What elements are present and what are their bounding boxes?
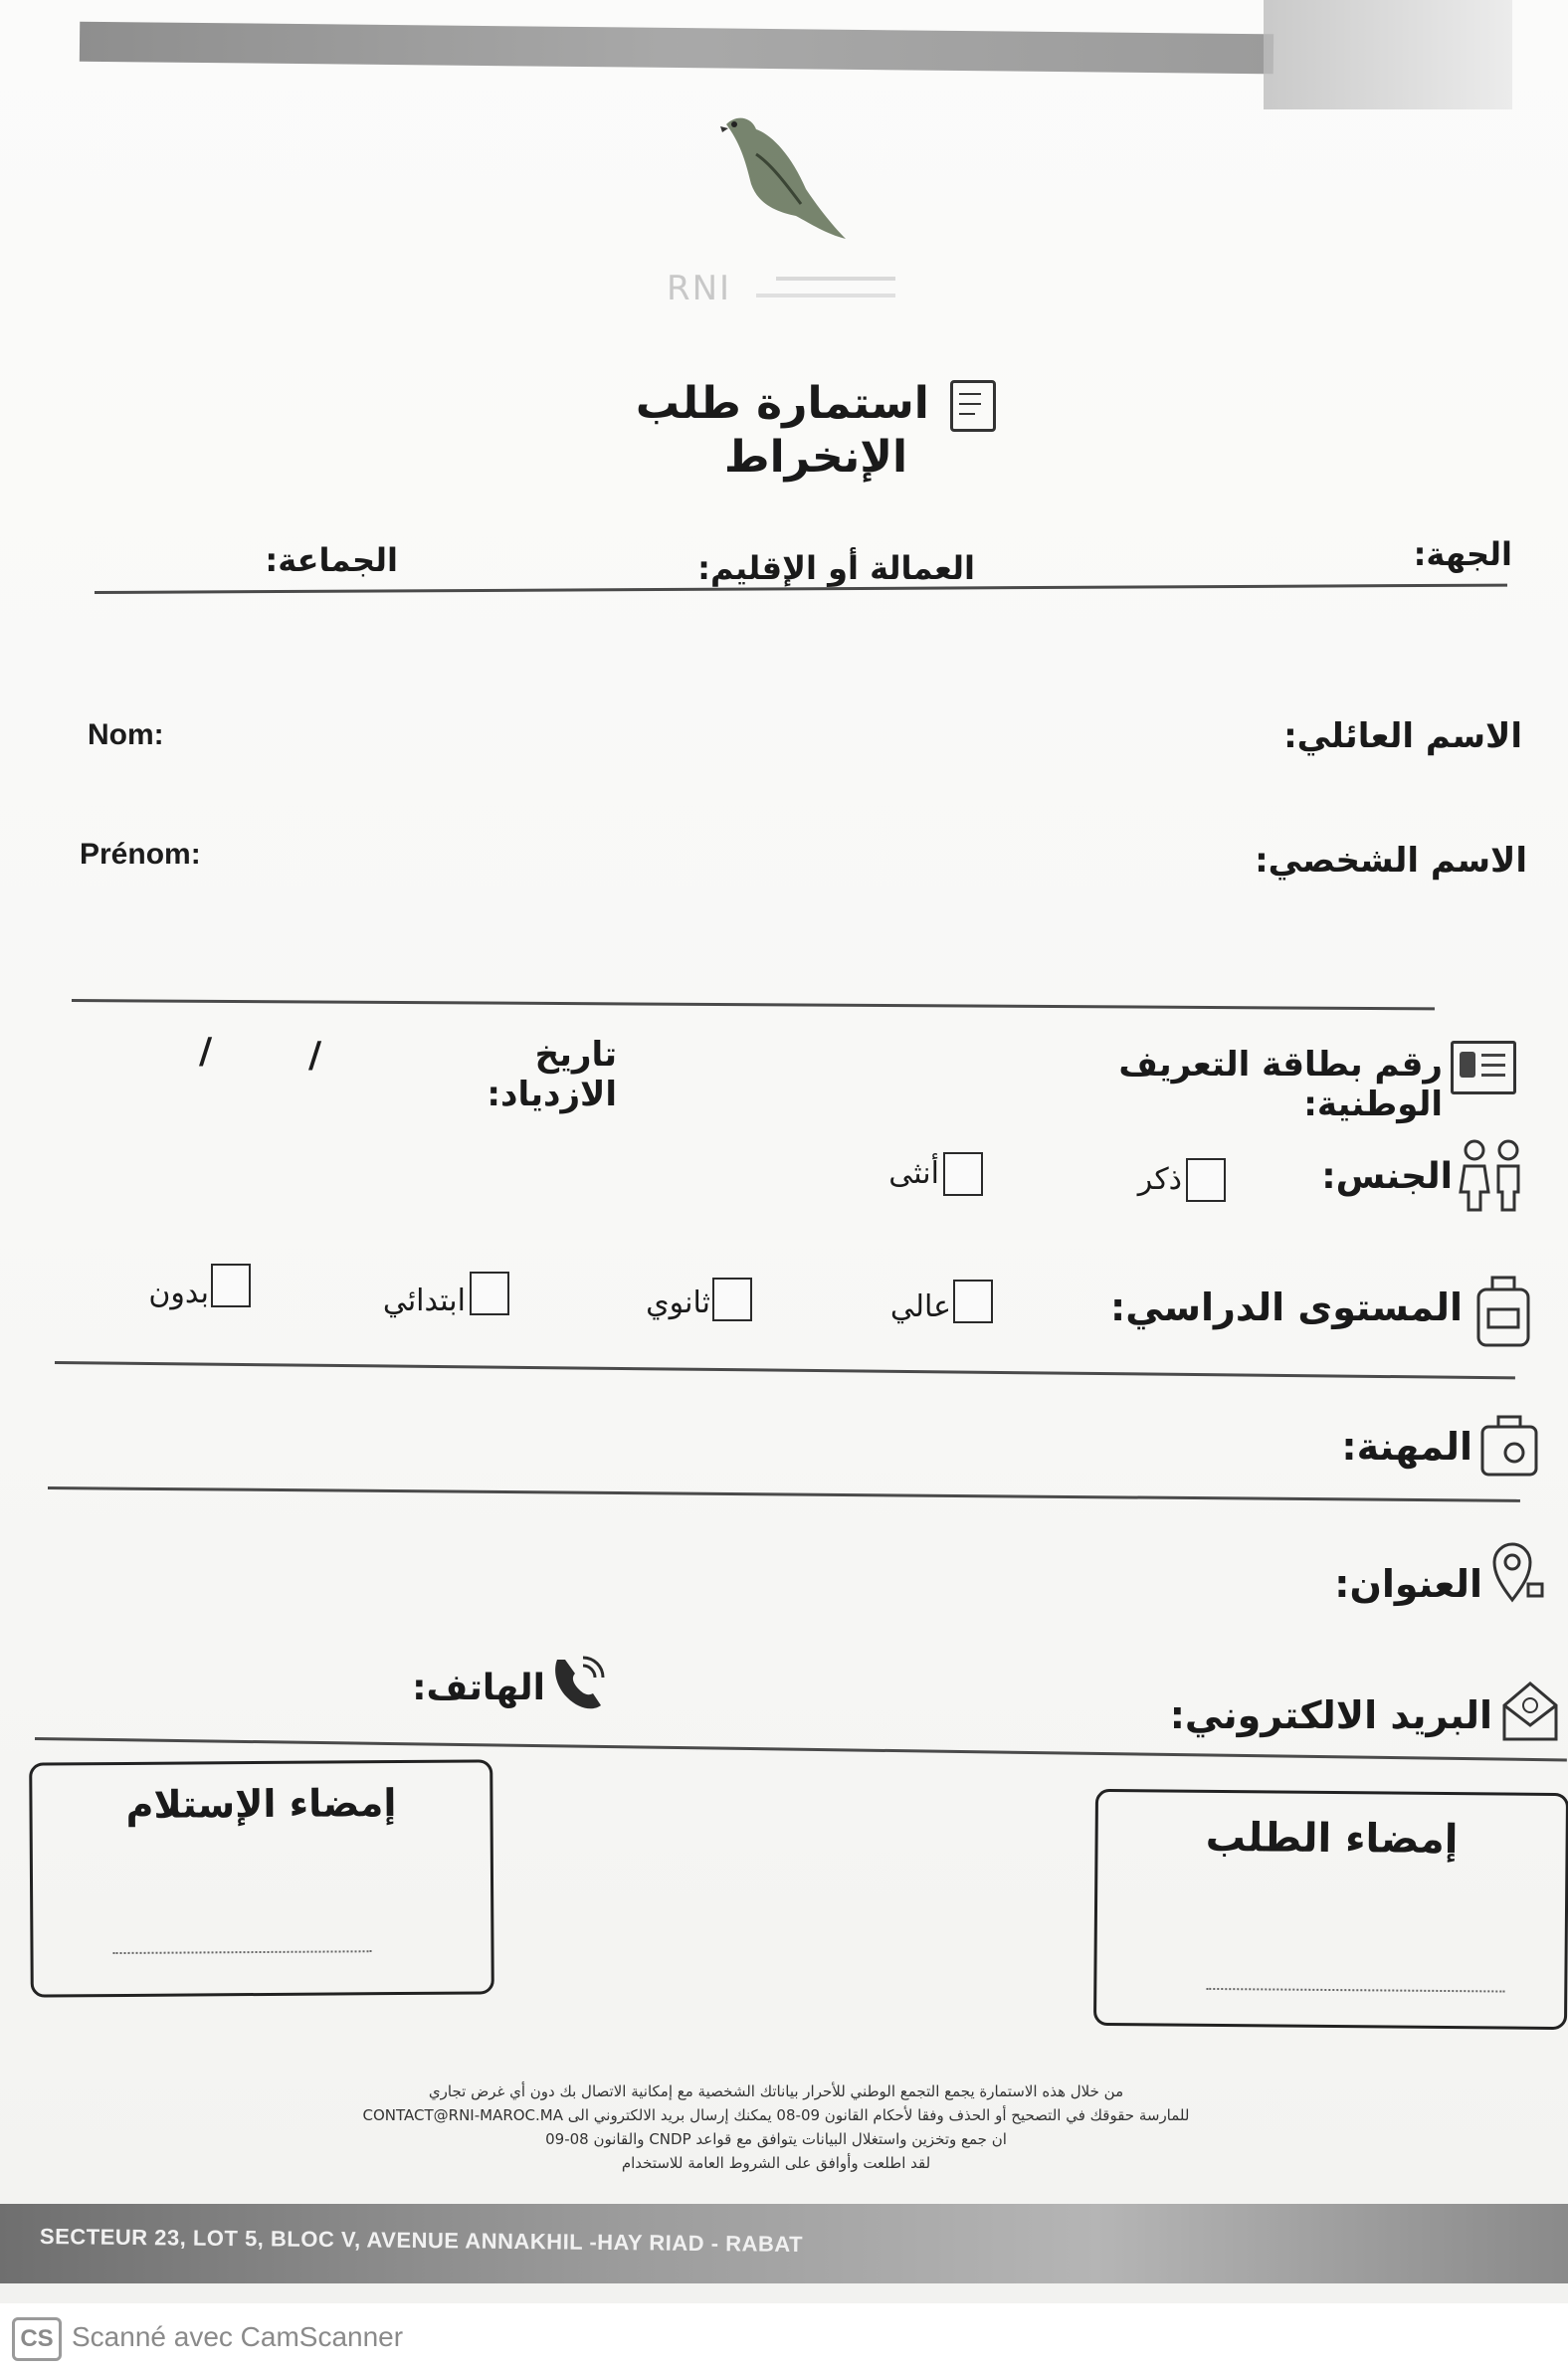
applicant-signature-line: [1206, 1988, 1504, 1993]
family-name-fr-label: Nom:: [88, 718, 164, 751]
education-option-primary: ابتدائي: [382, 1284, 466, 1318]
footer-line-1: من خلال هذه الاستمارة يجمع التجمع الوطني للأحرار بياناتك الشخصية مع إمكانية الاتصال بك دون أي غرض تجاري: [428, 2082, 1124, 2100]
gender-checkbox-male[interactable]: [1186, 1158, 1226, 1202]
logo-text: RNI: [667, 269, 732, 308]
address-band: [0, 2204, 1568, 2283]
education-option-higher: عالي: [889, 1289, 951, 1324]
birth-date-sep-2: /: [199, 1031, 213, 1072]
education-option-none: بدون: [148, 1276, 209, 1310]
map-pin-icon: [1488, 1538, 1548, 1608]
first-name-fr-label: Prénom:: [80, 838, 201, 871]
cin-label: رقم بطاقة التعريف الوطنية:: [1118, 1045, 1443, 1124]
header-band: [80, 22, 1274, 75]
briefcase-icon: [1476, 1411, 1542, 1481]
form-title-text: استمارة طلب الإنخراط: [635, 378, 929, 483]
divider-2: [72, 999, 1435, 1010]
gender-checkbox-female[interactable]: [943, 1152, 983, 1196]
logo-subtext: [776, 277, 895, 281]
camscanner-bar: [0, 2303, 1568, 2372]
divider-4: [48, 1486, 1520, 1502]
form-title: [567, 378, 1065, 483]
applicant-signature-label: إمضاء الطلب: [1205, 1814, 1459, 1864]
education-checkbox-none[interactable]: [211, 1264, 251, 1307]
receipt-signature-box[interactable]: [29, 1759, 494, 1997]
phone-label: الهاتف:: [412, 1668, 545, 1708]
family-name-ar-label: الاسم العائلي:: [1283, 716, 1522, 756]
education-checkbox-primary[interactable]: [470, 1272, 509, 1315]
applicant-signature-box[interactable]: [1093, 1789, 1568, 2030]
people-icon: [1453, 1134, 1532, 1214]
form-icon: [950, 380, 996, 432]
education-checkbox-secondary[interactable]: [712, 1278, 752, 1321]
logo-subtext-2: [756, 294, 895, 297]
commune-label: الجماعة:: [265, 541, 398, 579]
prefecture-label: العمالة أو الإقليم:: [697, 549, 975, 587]
gender-option-female: أنثى: [888, 1156, 939, 1191]
footer-address: SECTEUR 23, LOT 5, BLOC V, AVENUE ANNAKHIL -HAY RIAD - RABAT: [39, 2224, 804, 2258]
camscanner-label: Scanné avec CamScanner: [72, 2321, 404, 2352]
receipt-signature-label: إمضاء الإستلام: [125, 1781, 397, 1827]
school-bag-icon: [1470, 1270, 1536, 1349]
first-name-ar-label: الاسم الشخصي:: [1255, 841, 1527, 881]
education-checkbox-higher[interactable]: [953, 1280, 993, 1323]
birth-date-sep-1: /: [308, 1035, 322, 1076]
footer-line-4: لقد اطلعت وأوافق على الشروط العامة للاستخدام: [621, 2154, 931, 2172]
birth-date-label: تاريخ الازدياد:: [487, 1035, 617, 1114]
footer-notice: [249, 2079, 1303, 2175]
footer-line-3: ان جمع وتخزين واستغلال البيانات يتوافق مع قواعد CNDP والقانون 08-09: [545, 2130, 1007, 2148]
dove-logo: [696, 95, 856, 254]
header-band-right: [1264, 0, 1512, 109]
divider-3: [55, 1361, 1515, 1379]
address-label: العنوان:: [1334, 1562, 1482, 1606]
education-option-secondary: ثانوي: [646, 1285, 710, 1320]
phone-icon: [547, 1652, 607, 1715]
email-icon: [1500, 1678, 1560, 1743]
id-card-icon: [1451, 1041, 1516, 1094]
divider-5: [35, 1737, 1567, 1762]
footer-line-2: للمارسة حقوقك في التصحيح أو الحذف وفقا لأحكام القانون 09-08 يمكنك إرسال بريد الالكتروني الى CONTACT@RNI-MAROC.MA: [362, 2106, 1190, 2124]
region-label: الجهة:: [1413, 535, 1512, 573]
receipt-signature-line: [113, 1950, 372, 1954]
gender-option-male: ذكر: [1137, 1162, 1182, 1197]
profession-label: المهنة:: [1341, 1425, 1472, 1469]
education-label: المستوى الدراسي:: [1110, 1285, 1463, 1329]
camscanner-logo: CS: [12, 2317, 62, 2361]
email-label: البريد الالكتروني:: [1169, 1693, 1492, 1737]
gender-label: الجنس:: [1321, 1156, 1453, 1197]
